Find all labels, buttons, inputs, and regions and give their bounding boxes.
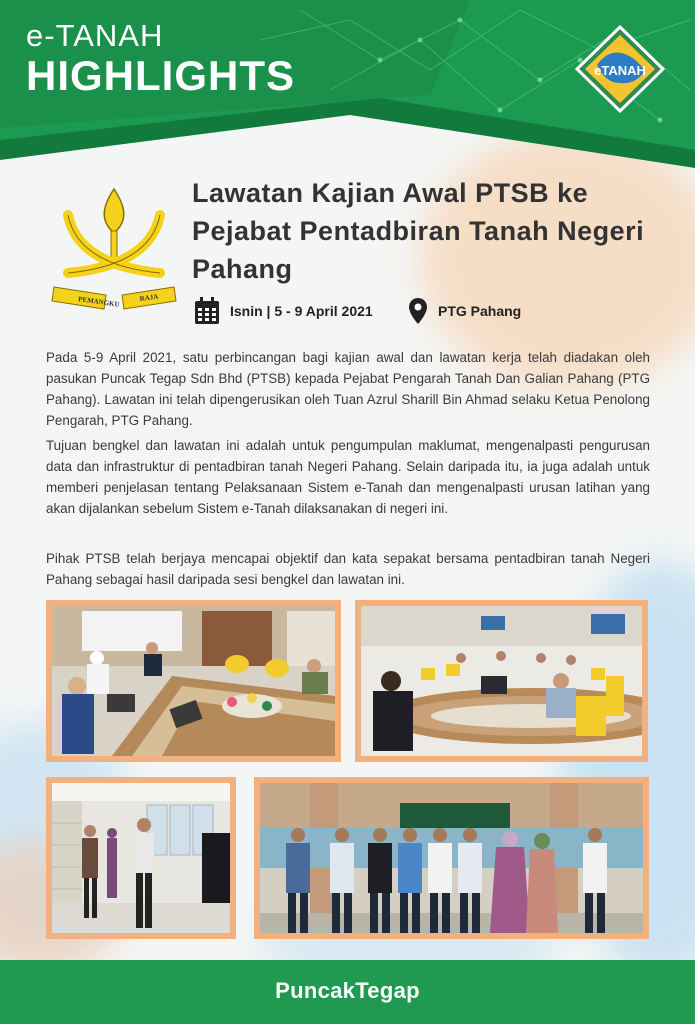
brand-subtitle: e-TANAH (26, 18, 164, 53)
calendar-icon (194, 297, 220, 325)
etanah-logo (575, 25, 665, 113)
photo-meeting-room (46, 600, 341, 762)
article-paragraph: Pada 5-9 April 2021, satu perbincangan bagi kajian awal dan lawatan kerja telah diadakan oleh pasukan Puncak Tegap Sdn Bhd (PTSB) kepada Pejabat Pengarah Tanah Dan Galian Pahang (PTG Pahang). Lawatan ini telah dipengerusikan oleh Tuan Azrul Sharill Bin Ahmad selaku Ketua Penolong Pengarah, PTG Pahang. (46, 350, 650, 428)
photo-server-room (46, 777, 236, 939)
article-title: Lawatan Kajian Awal PTSB ke Pejabat Pentadbiran Tanah Negeri Pahang (192, 178, 645, 284)
event-date (194, 296, 373, 326)
footer-bar (0, 960, 695, 1024)
etanah-logo-text: eTANAH (594, 63, 646, 78)
crest-ribbon-right: RAJA (139, 292, 159, 303)
event-date-text: Isnin | 5 - 9 April 2021 (230, 303, 373, 319)
event-location (408, 296, 521, 326)
header-banner (0, 0, 695, 175)
puncak-tegap-logo: PuncakTegap (275, 978, 420, 1003)
article-paragraph: Pihak PTSB telah berjaya mencapai objektif dan kata sepakat bersama pentadbiran tanah Negeri Pahang sebagai hasil daripada sesi bengkel dan lawatan ini. (46, 551, 650, 587)
photo-conference-hall (355, 600, 648, 762)
crest-ribbon-left: PEMANGKU (77, 295, 121, 309)
photo-group (254, 777, 649, 939)
location-pin-icon (408, 297, 428, 325)
brand-title: HIGHLIGHTS (26, 52, 295, 99)
event-location-text: PTG Pahang (438, 303, 522, 319)
pahang-crest (48, 185, 180, 315)
article-paragraph: Tujuan bengkel dan lawatan ini adalah untuk pengumpulan maklumat, mengenalpasti pengurusan data dan infrastruktur di pentadbiran tanah Negeri Pahang. Selain daripada itu, ia juga adalah untuk memberi penjelasan tentang Pelaksanaan Sistem e-Tanah dan mengenalpasti urusan latihan yang akan dijalankan sebelum Sistem e-Tanah dilaksanakan di negeri ini. (46, 438, 650, 516)
